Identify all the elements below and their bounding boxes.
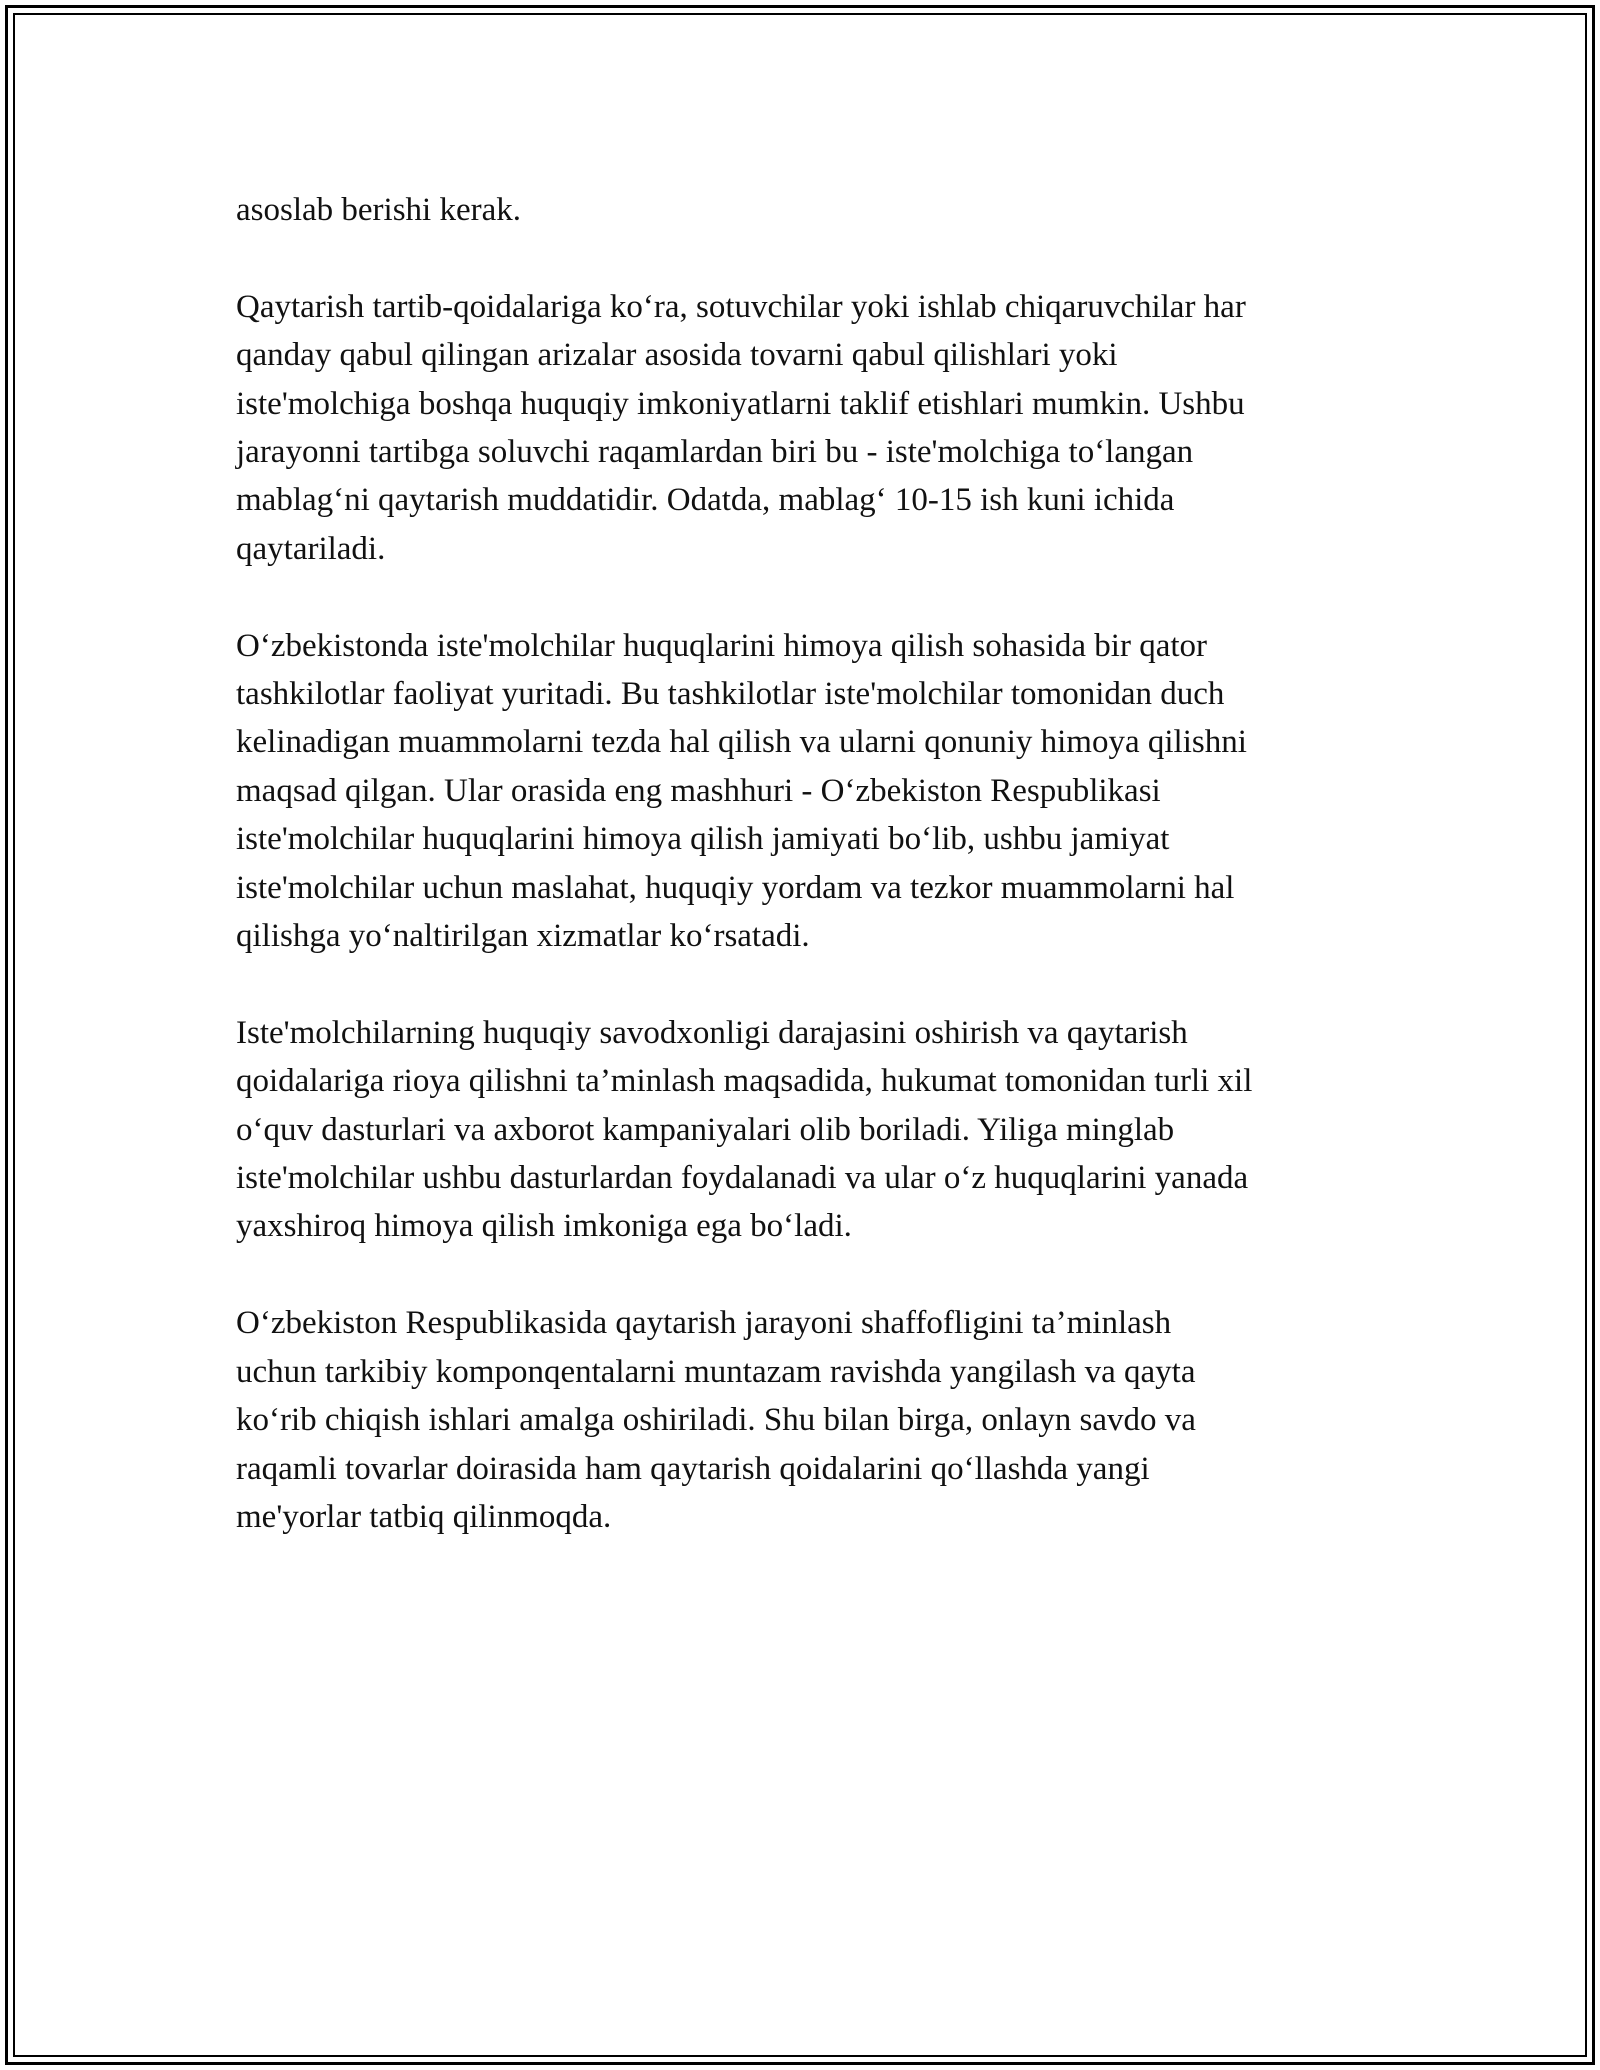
text-line: O‘zbekiston Respublikasida qaytarish jarayoni shaffofligini ta’minlash (236, 1305, 1172, 1342)
text-line: maqsad qilgan. Ular orasida eng mashhuri - O‘zbekiston Respublikasi (236, 772, 1161, 809)
text-line: qilishga yo‘naltirilgan xizmatlar ko‘rsatadi. (236, 918, 810, 955)
paragraph (236, 1009, 1370, 1251)
text-line: me'yorlar tatbiq qilinmoqda. (236, 1498, 612, 1535)
text-line: qoidalariga rioya qilishni ta’minlash maqsadida, hukumat tomonidan turli xil (236, 1063, 1253, 1100)
text-line: jarayonni tartibga soluvchi raqamlardan biri bu - iste'molchiga to‘langan (236, 434, 1194, 471)
text-line: asoslab berishi kerak. (236, 192, 521, 228)
text-line: O‘zbekistonda iste'molchilar huquqlarini himoya qilish sohasida bir qator (236, 627, 1208, 664)
text-line: Qaytarish tartib-qoidalariga ko‘ra, sotuvchilar yoki ishlab chiqaruvchilar har (236, 288, 1246, 325)
text-line: iste'molchiga boshqa huquqiy imkoniyatlarni taklif etishlari mumkin. Ushbu (236, 385, 1245, 422)
paragraph (236, 622, 1370, 961)
text-line: mablag‘ni qaytarish muddatidir. Odatda, mablag‘ 10-15 ish kuni ichida (236, 482, 1175, 519)
text-line: tashkilotlar faoliyat yuritadi. Bu tashkilotlar iste'molchilar tomonidan duch (236, 676, 1225, 713)
paragraph (236, 186, 1370, 234)
text-line: iste'molchilar ushbu dasturlardan foydalanadi va ular o‘z huquqlarini yanada (236, 1160, 1249, 1197)
paragraph (236, 1299, 1370, 1541)
text-line: qanday qabul qilingan arizalar asosida tovarni qabul qilishlari yoki (236, 337, 1118, 374)
text-line: kelinadigan muammolarni tezda hal qilish va ularni qonuniy himoya qilishni (236, 724, 1247, 761)
text-line: raqamli tovarlar doirasida ham qaytarish qoidalarini qo‘llashda yangi (236, 1450, 1150, 1487)
text-line: o‘quv dasturlari va axborot kampaniyalari olib boriladi. Yiliga minglab (236, 1111, 1175, 1148)
text-line: yaxshiroq himoya qilish imkoniga ega bo‘ladi. (236, 1208, 852, 1245)
text-line: iste'molchilar huquqlarini himoya qilish jamiyati bo‘lib, ushbu jamiyat (236, 821, 1170, 858)
document-body (236, 186, 1370, 1590)
text-line: uchun tarkibiy komponqentalarni muntazam ravishda yangilash va qayta (236, 1353, 1196, 1390)
paragraph (236, 283, 1370, 573)
text-line: iste'molchilar uchun maslahat, huquqiy yordam va tezkor muammolarni hal (236, 869, 1235, 906)
text-line: Iste'molchilarning huquqiy savodxonligi darajasini oshirish va qaytarish (236, 1014, 1188, 1051)
text-line: ko‘rib chiqish ishlari amalga oshiriladi. Shu bilan birga, onlayn savdo va (236, 1402, 1196, 1439)
text-line: qaytariladi. (236, 530, 386, 567)
